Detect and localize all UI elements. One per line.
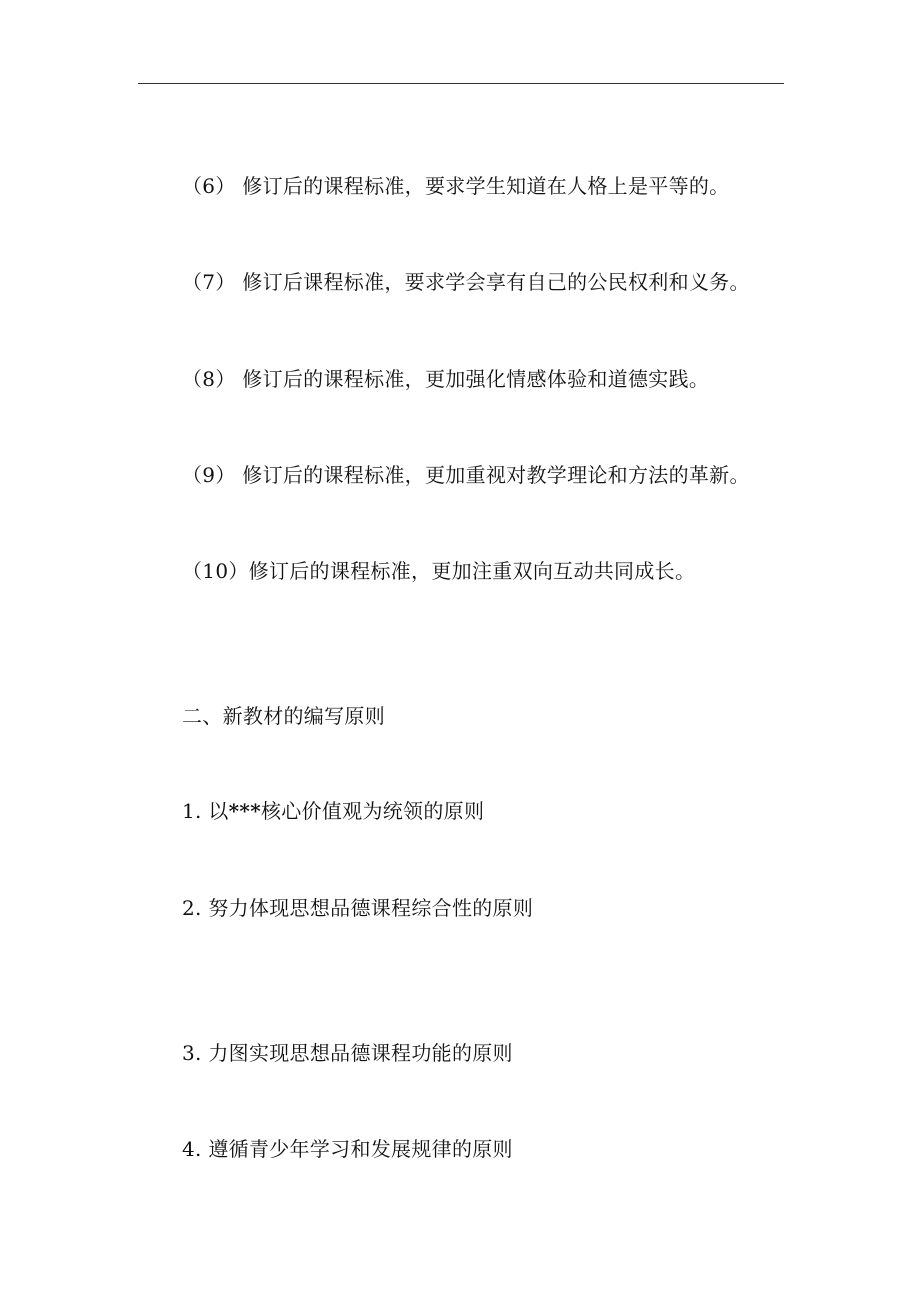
principle-2-number: 2. — [182, 896, 202, 920]
revised-standard-10: （10）修订后的课程标准，更加注重双向互动共同成长。 — [182, 559, 696, 583]
principle-4 — [182, 1135, 513, 1163]
principle-3-text: 力图实现思想品德课程功能的原则 — [208, 1041, 513, 1065]
principle-1-number: 1. — [182, 799, 202, 823]
principle-3 — [182, 1039, 513, 1067]
principle-1-text-after: 核心价值观为统领的原则 — [260, 799, 485, 823]
revised-standard-9: （9） 修订后的课程标准，更加重视对教学理论和方法的革新。 — [182, 463, 750, 487]
principle-1 — [182, 797, 484, 825]
principle-4-number: 4. — [182, 1137, 202, 1161]
principle-4-text: 遵循青少年学习和发展规律的原则 — [208, 1137, 513, 1161]
revised-standard-6: （6） 修订后的课程标准，要求学生知道在人格上是平等的。 — [182, 174, 730, 198]
principle-1-text-before: 以 — [208, 799, 229, 823]
principle-3-number: 3. — [182, 1041, 202, 1065]
revised-standard-7: （7） 修订后课程标准，要求学会享有自己的公民权利和义务。 — [182, 270, 750, 294]
principle-2-text: 努力体现思想品德课程综合性的原则 — [208, 896, 534, 920]
header-rule — [138, 83, 784, 84]
section-heading: 二、新教材的编写原则 — [182, 704, 385, 728]
principle-1-redacted: *** — [228, 799, 261, 823]
principle-2 — [182, 894, 533, 922]
revised-standard-8: （8） 修订后的课程标准，更加强化情感体验和道德实践。 — [182, 367, 710, 391]
